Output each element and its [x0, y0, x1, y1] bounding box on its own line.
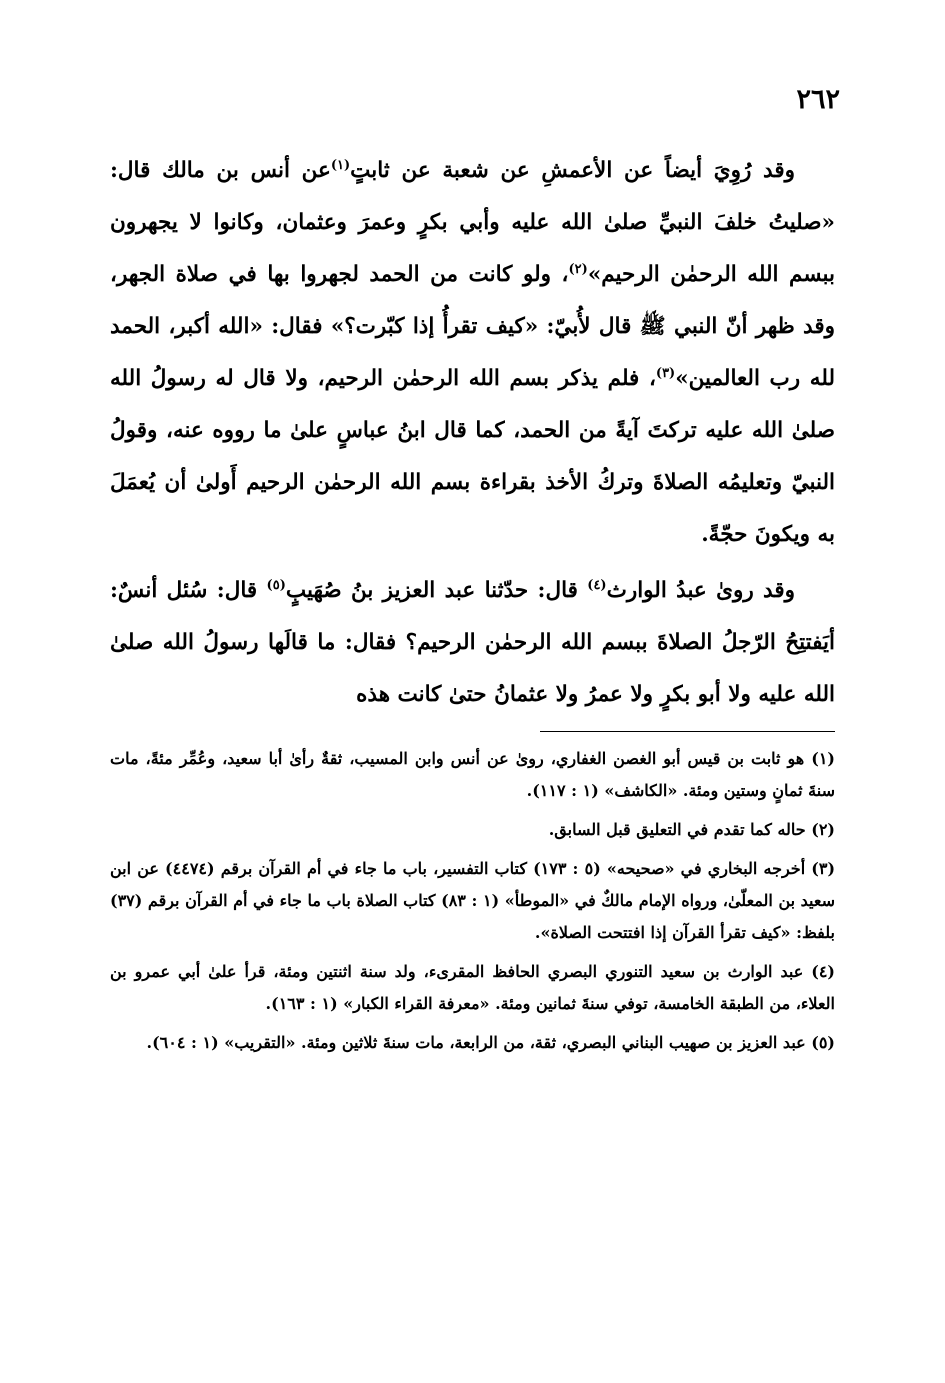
footnote-ref-4: (٤): [587, 577, 607, 593]
footnote-ref-1: (١): [330, 157, 351, 173]
footnote-5: (٥) عبد العزيز بن صهيب البناني البصري، ثقة، من الرابعة، مات سنةَ ثلاثين ومئة. «التقريب» (١ : ٦٠٤).: [146, 1033, 835, 1052]
footnote-3: (٣) أخرجه البخاري في «صحيحه» (٥ : ١٧٣) كتاب التفسير، باب ما جاء في أم القرآن برقم (٤٤٧٤) عن ابن سعيد بن المعلّىٰ، ورواه الإمام مالكٌ في «الموطأ» (١ : ٨٣) كتاب الصلاة باب ما جاء في أم القرآن برقم (٣٧) بلفظ: «كيف تقرأ القرآن إذا افتتحت الصلاة».: [110, 859, 836, 942]
footnote-separator: [540, 731, 835, 732]
paragraph-1-text-a: وقد رُوِيَ أيضاً عن الأعمشِ عن شعبة عن ثابتٍ: [350, 158, 795, 183]
paragraph-2: [110, 565, 835, 721]
footnote-4: (٤) عبد الوارث بن سعيد التنوري البصري الحافظ المقرىء، ولد سنة اثنتين ومئة، قرأ علىٰ أبي عمرو بن العلاء، من الطبقة الخامسة، توفي سنةَ ثمانين ومئة. «معرفة القراء الكبار» (١ : ١٦٣).: [110, 962, 835, 1013]
footnote-ref-2: (٢): [568, 261, 588, 277]
footnote-ref-3: (٣): [655, 365, 676, 381]
footnote-ref-5: (٥): [266, 577, 286, 593]
paragraph-2-text-b: قال: حدّثنا عبد العزيز بنُ صُهَيبٍ: [285, 578, 588, 603]
paragraph-2-text-c: قال: سُئل أنسٌ: أيَفتتِحُ الرّجلُ الصلاةَ ببسم الله الرحمٰن الرحيم؟ فقال: ما قالَها رسولُ الله صلىٰ الله عليه ولا أبو بكرٍ ولا عمرُ ولا عثمانُ حتىٰ كانت هذه: [110, 578, 835, 707]
footnote-1: (١) هو ثابت بن قيس أبو الغصن الغفاري، روىٰ عن أنس وابن المسيب، ثقةٌ رأىٰ أبا سعيد، وعُمِّر مئةً، مات سنةَ ثمانٍ وستين ومئة. «الكاشف» (١ : ١١٧).: [110, 749, 835, 800]
paragraph-1: [110, 145, 835, 561]
footnotes-list: [110, 743, 835, 1066]
page-number: ٢٦٢: [796, 84, 840, 115]
footnote-2: (٢) حاله كما تقدم في التعليق قبل السابق.: [548, 820, 835, 839]
paragraph-1-text-d: ، فلم يذكر بسم الله الرحمٰن الرحيم، ولا قال له رسولُ الله صلىٰ الله عليه تركتَ آيةً من الحمد، كما قال ابنُ عباسٍ علىٰ ما رووه عنه، وقولُ النبيّ وتعليمُه الصلاةَ وتركُ الأخذ بقراءة بسم الله الرحمٰن الرحيم أَولىٰ أن يُعمَلَ به ويكونَ حجّةً.: [110, 366, 835, 547]
paragraph-1-text-c: ، ولو كانت من الحمد لجهروا بها في صلاة الجهر، وقد ظهر أنّ النبي ﷺ قال لأُبيّ: «كيف تقرأُ إذا كبّرت؟» فقال: «الله أكبر، الحمد لله رب العالمين»: [110, 262, 835, 391]
paragraph-2-text-a: وقد روىٰ عبدُ الوارث: [606, 578, 796, 603]
paragraph-1-text-b: عن أنس بن مالك قال: «صليتُ خلفَ النبيِّ صلىٰ الله عليه وأبي بكرٍ وعمرَ وعثمان، وكانوا لا يجهرون ببسم الله الرحمٰن الرحيم»: [110, 158, 835, 287]
